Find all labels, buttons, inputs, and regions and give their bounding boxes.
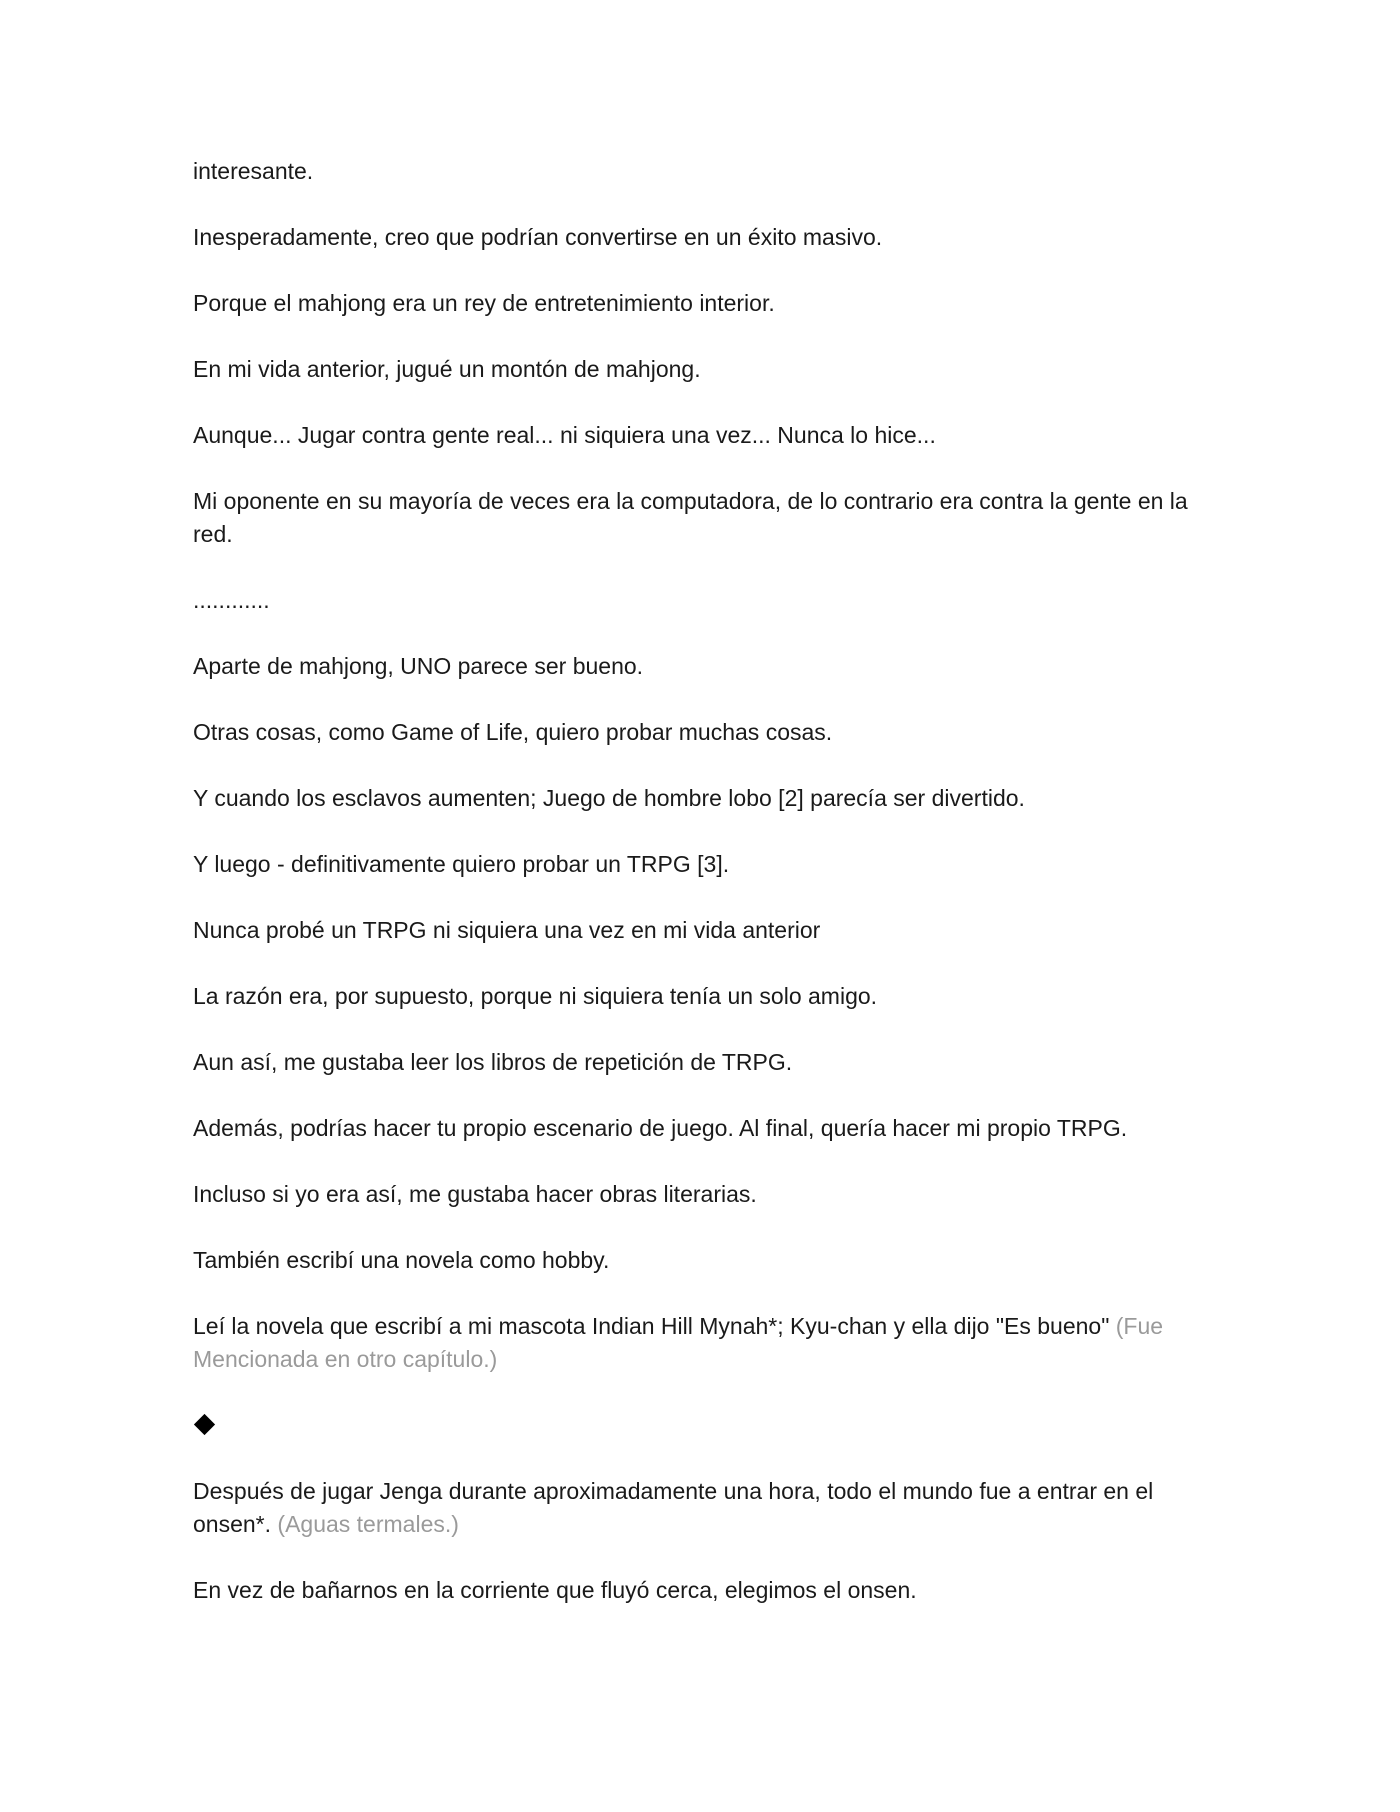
paragraph: Además, podrías hacer tu propio escenario de juego. Al final, quería hacer mi propio TRPG. — [193, 1115, 1128, 1141]
document-page — [193, 155, 1213, 1640]
paragraph: Otras cosas, como Game of Life, quiero probar muchas cosas. — [193, 719, 833, 745]
ellipsis-separator: ............ — [193, 587, 270, 613]
paragraph: Aunque... Jugar contra gente real... ni siquiera una vez... Nunca lo hice... — [193, 422, 936, 448]
paragraph: También escribí una novela como hobby. — [193, 1247, 610, 1273]
paragraph: Aparte de mahjong, UNO parece ser bueno. — [193, 653, 644, 679]
translator-note: (Fue Mencionada en otro capítulo.) — [193, 1313, 1164, 1372]
paragraph: Incluso si yo era así, me gustaba hacer obras literarias. — [193, 1181, 757, 1207]
paragraph: Y luego - definitivamente quiero probar un TRPG [3]. — [193, 851, 730, 877]
onsen-paragraph — [193, 1475, 1213, 1541]
paragraph: En vez de bañarnos en la corriente que fluyó cerca, elegimos el onsen. — [193, 1577, 917, 1603]
paragraph-text: Leí la novela que escribí a mi mascota Indian Hill Mynah*; Kyu-chan y ella dijo "Es bueno" — [193, 1313, 1116, 1339]
paragraph-text: Después de jugar Jenga durante aproximadamente una hora, todo el mundo fue a entrar en el onsen*. — [193, 1478, 1154, 1537]
paragraph: Aun así, me gustaba leer los libros de repetición de TRPG. — [193, 1049, 793, 1075]
black-diamond-icon — [193, 1409, 215, 1442]
paragraph: En mi vida anterior, jugué un montón de mahjong. — [193, 356, 701, 382]
paragraph: Porque el mahjong era un rey de entretenimiento interior. — [193, 290, 775, 316]
paragraph: La razón era, por supuesto, porque ni siquiera tenía un solo amigo. — [193, 983, 878, 1009]
paragraph: Nunca probé un TRPG ni siquiera una vez en mi vida anterior — [193, 917, 821, 943]
translator-note: (Aguas termales.) — [277, 1511, 459, 1537]
mynah-paragraph — [193, 1310, 1213, 1376]
paragraph: Y cuando los esclavos aumenten; Juego de hombre lobo [2] parecía ser divertido. — [193, 785, 1025, 811]
paragraph: interesante. — [193, 158, 314, 184]
paragraph: Inesperadamente, creo que podrían convertirse en un éxito masivo. — [193, 224, 883, 250]
paragraph: Mi oponente en su mayoría de veces era la computadora, de lo contrario era contra la gente en la red. — [193, 488, 1188, 547]
